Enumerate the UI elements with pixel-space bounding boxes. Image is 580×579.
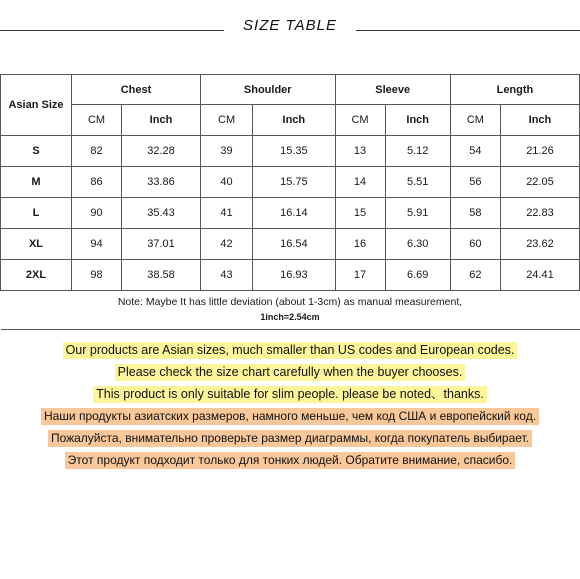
table-cell: 90 [72, 198, 122, 229]
unit-inch-header: Inch [253, 105, 335, 136]
table-cell: 6.30 [385, 229, 450, 260]
notice-russian-3: Этот продукт подходит только для тонких людей. Обратите внимание, спасибо. [65, 452, 516, 469]
table-cell: 58 [450, 198, 500, 229]
unit-cm-header: CM [200, 105, 252, 136]
note-text: Note: Maybe It has little deviation (about 1-3cm) as manual measurement, [117, 296, 463, 308]
notice-english-2: Please check the size chart carefully when the buyer chooses. [115, 364, 466, 381]
table-cell: 62 [450, 260, 500, 291]
table-cell: 16.93 [253, 260, 335, 291]
shoulder-header: Shoulder [200, 75, 335, 105]
unit-inch-header: Inch [500, 105, 579, 136]
table-cell: 38.58 [122, 260, 201, 291]
title-row [0, 14, 580, 42]
table-cell: 86 [72, 167, 122, 198]
sleeve-header: Sleeve [335, 75, 450, 105]
unit-cm-header: CM [335, 105, 385, 136]
title-divider-right [356, 30, 580, 31]
table-cell: 17 [335, 260, 385, 291]
notice-english-3: This product is only suitable for slim people. please be noted、thanks. [93, 386, 487, 403]
group-header-row [1, 75, 580, 105]
table-cell: 15.35 [253, 136, 335, 167]
table-cell: 37.01 [122, 229, 201, 260]
table-cell: 56 [450, 167, 500, 198]
note-row [1, 291, 580, 330]
table-cell: 16 [335, 229, 385, 260]
table-cell: 6.69 [385, 260, 450, 291]
unit-inch-header: Inch [122, 105, 201, 136]
table-cell: 35.43 [122, 198, 201, 229]
table-cell: 16.54 [253, 229, 335, 260]
table-cell: 21.26 [500, 136, 579, 167]
table-cell: 22.05 [500, 167, 579, 198]
table-cell: 15.75 [253, 167, 335, 198]
table-cell: 82 [72, 136, 122, 167]
notice-russian-1: Наши продукты азиатских размеров, намного меньше, чем код США и европейский код. [41, 408, 539, 425]
table-cell: 5.91 [385, 198, 450, 229]
table-cell: 15 [335, 198, 385, 229]
table-cell: 98 [72, 260, 122, 291]
table-cell: 42 [200, 229, 252, 260]
table-cell: 24.41 [500, 260, 579, 291]
table-cell: 16.14 [253, 198, 335, 229]
inch-conversion-note: 1inch=2.54cm [260, 312, 320, 322]
unit-cm-header: CM [72, 105, 122, 136]
page-title: SIZE TABLE [243, 17, 337, 34]
table-cell: 60 [450, 229, 500, 260]
asian-size-header: Asian Size [1, 75, 72, 136]
table-row [1, 167, 580, 198]
table-cell: 40 [200, 167, 252, 198]
size-label: S [1, 136, 72, 167]
table-cell: 43 [200, 260, 252, 291]
table-cell: 94 [72, 229, 122, 260]
table-cell: 54 [450, 136, 500, 167]
unit-inch-header: Inch [385, 105, 450, 136]
table-cell: 13 [335, 136, 385, 167]
table-row [1, 260, 580, 291]
unit-cm-header: CM [450, 105, 500, 136]
table-cell: 5.51 [385, 167, 450, 198]
chest-header: Chest [72, 75, 201, 105]
table-cell: 22.83 [500, 198, 579, 229]
table-cell: 23.62 [500, 229, 579, 260]
length-header: Length [450, 75, 579, 105]
table-cell: 14 [335, 167, 385, 198]
size-label: XL [1, 229, 72, 260]
size-table [0, 74, 580, 330]
table-row [1, 136, 580, 167]
table-cell: 33.86 [122, 167, 201, 198]
unit-header-row [1, 105, 580, 136]
table-row [1, 198, 580, 229]
table-cell: 39 [200, 136, 252, 167]
size-label: L [1, 198, 72, 229]
measurement-note [1, 291, 580, 330]
notice-russian-2: Пожалуйста, внимательно проверьте размер диаграммы, когда покупатель выбирает. [48, 430, 532, 447]
size-notices [0, 342, 580, 474]
notice-english-1: Our products are Asian sizes, much smaller than US codes and European codes. [63, 342, 518, 359]
size-label: 2XL [1, 260, 72, 291]
table-row [1, 229, 580, 260]
table-cell: 41 [200, 198, 252, 229]
title-divider-left [0, 30, 224, 31]
size-label: M [1, 167, 72, 198]
table-cell: 5.12 [385, 136, 450, 167]
table-cell: 32.28 [122, 136, 201, 167]
